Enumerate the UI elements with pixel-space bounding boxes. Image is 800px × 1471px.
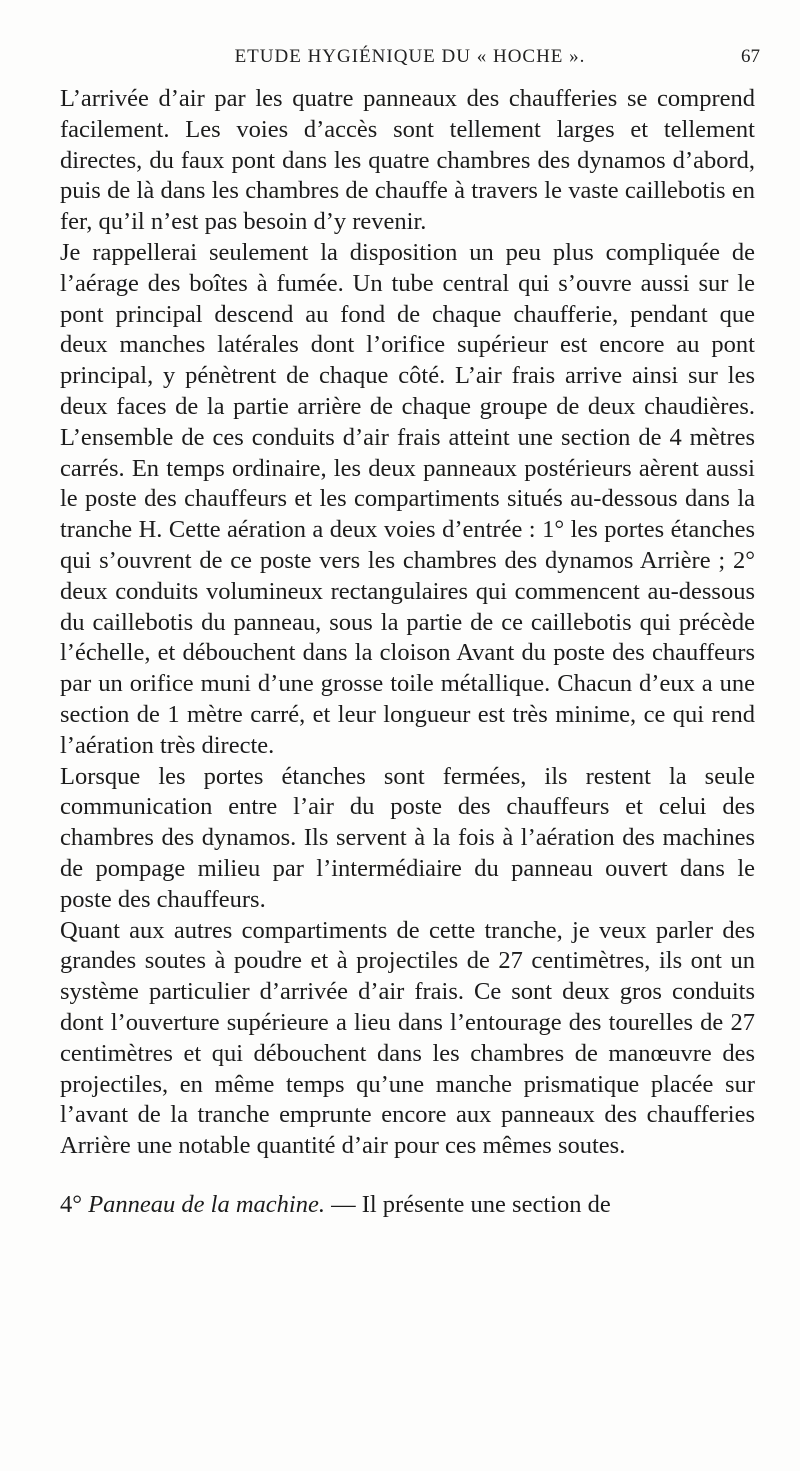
section-number: 4° (60, 1190, 83, 1218)
paragraph: L’arrivée d’air par les quatre panneaux des chaufferies se comprend facilement. Les voies d’accès sont tellement larges et tellement directes, du faux pont dans les quatre chambres des dynamos d’abord, puis de là dans les chambres de chauffe à travers le vaste caillebotis en fer, qu’il n’est pas besoin d’y revenir. (60, 85, 755, 236)
paragraph: Je rappellerai seulement la disposition un peu plus compliquée de l’aérage des boîtes à fumée. Un tube central qui s’ouvre aussi sur le pont principal descend au fond de chaque chaufferie, pendant que deux manches latérales dont l’orifice supérieur est encore au pont principal, y pénètrent de chaque côté. L’air frais arrive ainsi sur les deux faces de la partie arrière de chaque groupe de deux chaudières. L’ensemble de ces conduits d’air frais atteint une section de 4 mètres carrés. En temps ordinaire, les deux panneaux postérieurs aèrent aussi le poste des chauffeurs et les compartiments situés au-dessous dans la tranche H. Cette aération a deux voies d’entrée : 1° les portes étanches qui s’ouvrent de ce poste vers les chambres des dynamos Arrière ; 2° deux conduits volumineux rectangulaires qui commencent au-dessous du caillebotis du panneau, sous la partie de ce caillebotis qui précède l’échelle, et débouchent dans la cloison Avant du poste des chauffeurs par un orifice muni d’une grosse toile métallique. Chacun d’eux a une section de 1 mètre carré, et leur longueur est très minime, ce qui rend l’aération très directe. (60, 238, 755, 759)
body-text (60, 84, 755, 1221)
paragraph: Quant aux autres compartiments de cette tranche, je veux parler des grandes soutes à poudre et à projectiles de 27 centimètres, ils ont un système particulier d’arrivée d’air frais. Ce sont deux gros conduits dont l’ouverture supérieure a lieu dans l’entourage des tourelles de 27 centimètres et qui débouchent dans les chambres de manœuvre des projectiles, en même temps qu’une manche prismatique placée sur l’avant de la tranche emprunte encore aux panneaux des chaufferies Arrière une notable quantité d’air pour ces mêmes soutes. (60, 916, 755, 1160)
running-head (60, 46, 760, 76)
page-number: 67 (741, 46, 760, 67)
section-title: Panneau de la machine. (88, 1190, 325, 1218)
section-text: — Il présente une section de (331, 1190, 611, 1218)
section-heading (60, 1190, 755, 1221)
running-title: ETUDE HYGIÉNIQUE DU « HOCHE ». (234, 46, 586, 67)
paragraph: Lorsque les portes étanches sont fermées, ils restent la seule communication entre l’air du poste des chauffeurs et celui des chambres des dynamos. Ils servent à la fois à l’aération des machines de pompage milieu par l’intermédiaire du panneau ouvert dans le poste des chauffeurs. (60, 762, 755, 913)
